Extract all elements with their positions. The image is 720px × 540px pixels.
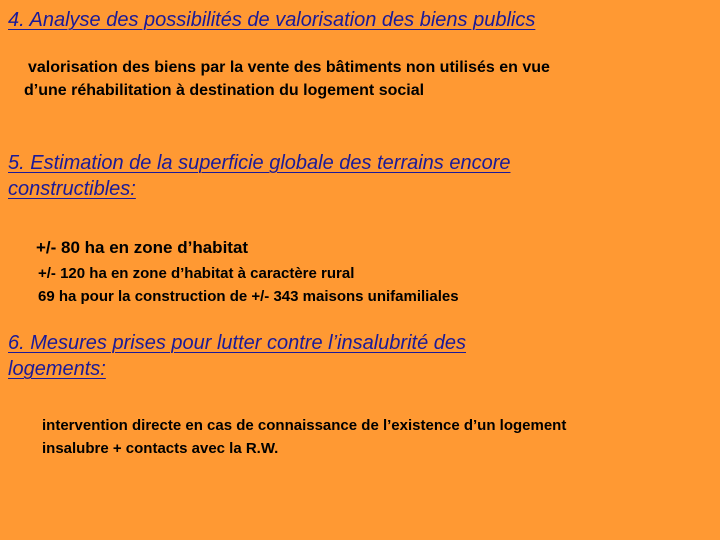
section-5-item-3: 69 ha pour la construction de +/- 343 maisons unifamiliales	[38, 288, 459, 305]
section-4-body	[24, 56, 550, 102]
section-6-heading	[8, 330, 466, 382]
section-6-heading-line-2: logements:	[8, 358, 106, 380]
section-4-heading-text: 4. Analyse des possibilités de valorisation des biens publics	[8, 9, 536, 31]
section-4-line-1: valorisation des biens par la vente des bâtiments non utilisés en vue	[28, 59, 550, 76]
section-5-heading-line-2: constructibles:	[8, 178, 136, 200]
section-5-heading-line-1: 5. Estimation de la superficie globale des terrains encore	[8, 152, 511, 174]
section-6-heading-line-1: 6. Mesures prises pour lutter contre l’insalubrité des	[8, 332, 466, 354]
section-5-item-1: +/- 80 ha en zone d’habitat	[36, 238, 249, 257]
section-5-item-2: +/- 120 ha en zone d’habitat à caractère rural	[38, 265, 355, 282]
section-4-heading	[8, 8, 535, 32]
section-4-line-2: d’une réhabilitation à destination du logement social	[24, 82, 425, 99]
section-5-heading	[8, 150, 511, 202]
section-6-line-1: intervention directe en cas de connaissance de l’existence d’un logement	[42, 417, 567, 434]
section-6-line-2: insalubre + contacts avec la R.W.	[42, 440, 279, 457]
section-6-body	[42, 414, 566, 460]
